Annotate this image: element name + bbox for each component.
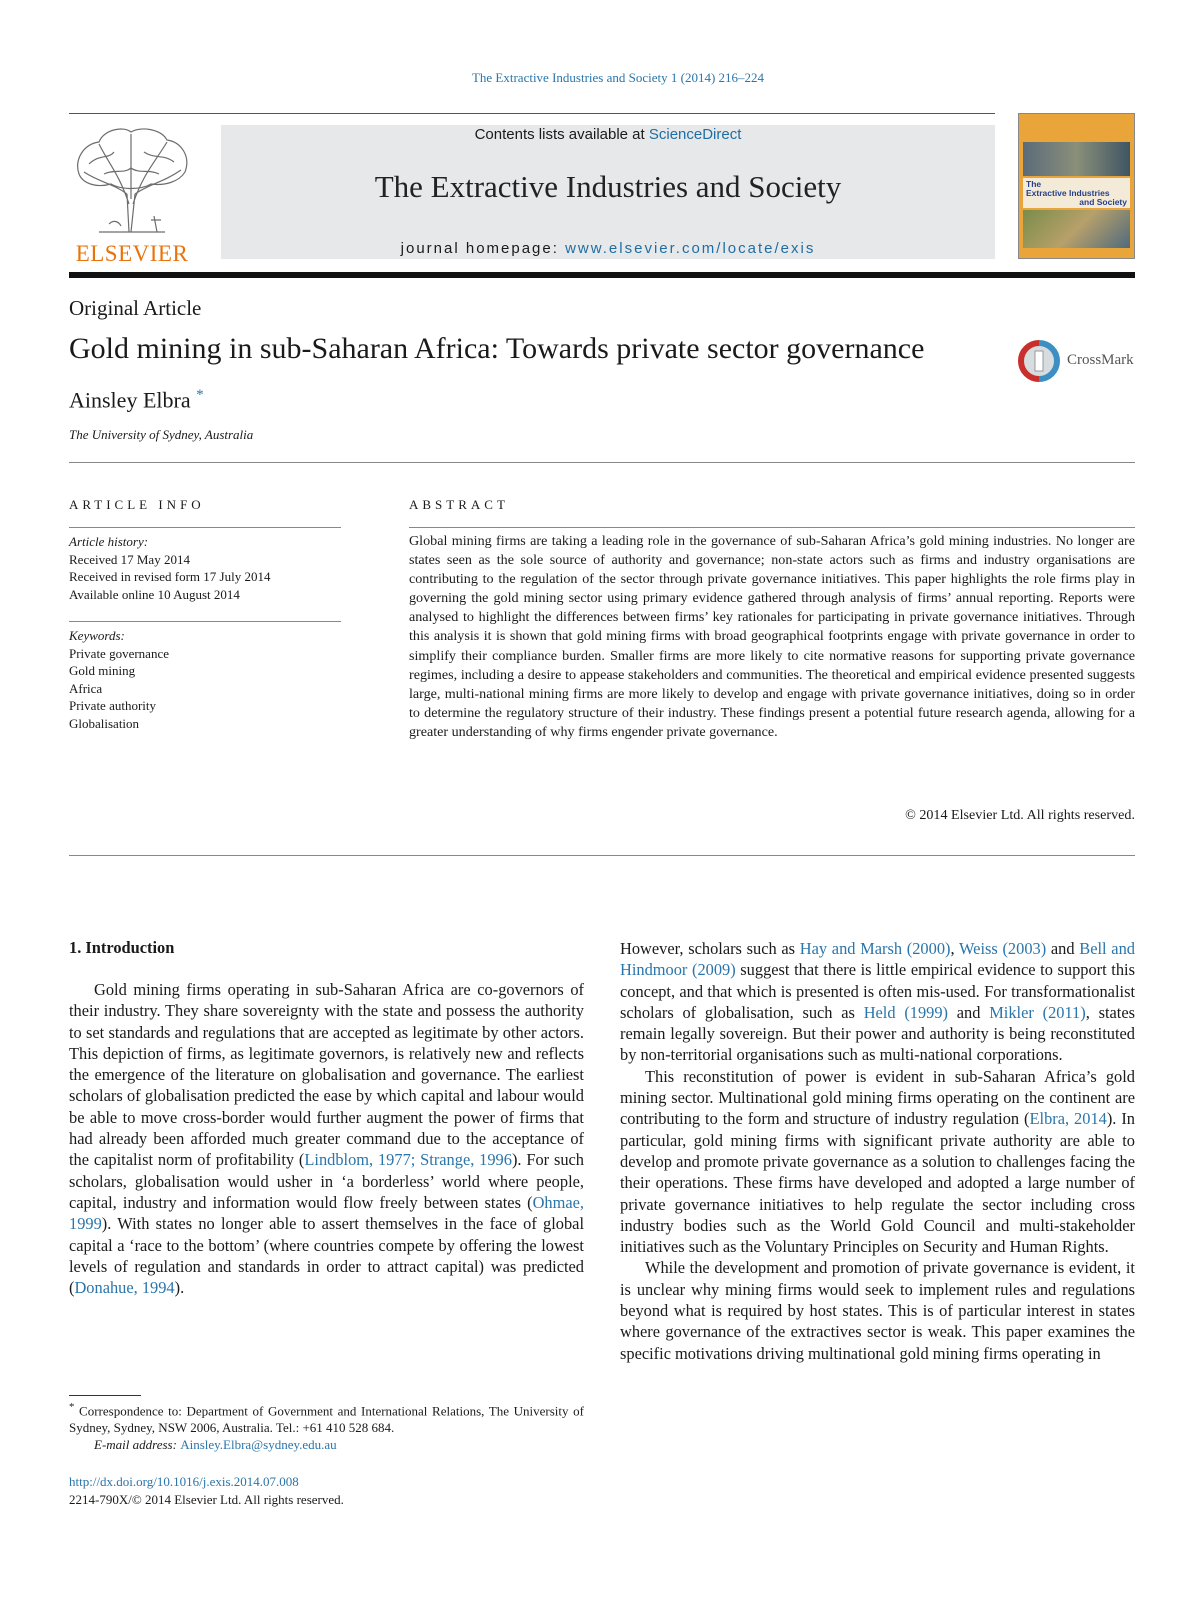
email-label: E-mail address:	[94, 1437, 181, 1453]
cover-photo-lower	[1023, 210, 1130, 248]
cover-title: The Extractive Industries and Society	[1023, 178, 1130, 208]
citation-link[interactable]: Elbra, 2014	[1029, 1109, 1107, 1129]
crossmark-label: CrossMark	[1067, 352, 1134, 368]
citation-link[interactable]: Mikler (2011)	[989, 1002, 1086, 1022]
keywords-label: Keywords:	[69, 628, 125, 643]
cover-photo-strip	[1023, 142, 1130, 176]
journal-homepage-link[interactable]: www.elsevier.com/locate/exis	[565, 240, 816, 257]
keyword-item: Globalisation	[69, 715, 140, 731]
abstract-heading: ABSTRACT	[409, 497, 509, 512]
correspondence-footnote: * Correspondence to: Department of Government and International Relations, The University of Sydney, Sydney, NSW 2006, Australia. Tel.: +61 410 528 684. E-mail address: Ainsley.Elbra@sydney.edu.au	[69, 1401, 584, 1453]
keyword-item: Africa	[69, 680, 103, 696]
article-info-rule	[69, 527, 341, 528]
body-paragraph: Gold mining firms operating in sub-Saharan Africa are co-governors of their industry. They share sovereignty with the state and possess the authority to set standards and regulations that are accepted as legitimate by other actors. This depiction of firms, as legitimate governors, is relatively new and reflects the emergence of the literature on globalisation and governance. The earliest scholars of globalisation predicted the ease by which capital and labour would be able to move cross-border would further augment the power of firms that had already been afforded much greater command due to the acceptance of the capitalist norm of profitability (Lindblom, 1977; Strange, 1996). For such scholars, globalisation would usher in ‘a borderless’ world where people, capital, industry and information would flow freely between states (Ohmae, 1999). With states no longer able to assert themselves in the face of global capital a ‘race to the bottom’ (where countries compete by offering the lowest levels of regulation and standards in order to attract capital) was predicted (Donahue, 1994).	[69, 980, 584, 1298]
doi-block	[69, 1473, 344, 1509]
author-footnote-marker[interactable]: *	[196, 387, 204, 403]
body-paragraph: While the development and promotion of private governance is evident, it is unclear why mining firms would seek to implement rules and regulations beyond what is required by host states. This is of particular interest in states where governance of the extractives sector is weak. This paper examines the specific motivations driving multinational gold mining firms operating in	[620, 1258, 1135, 1363]
body-paragraph: However, scholars such as Hay and Marsh (2000), Weiss (2003) and Bell and Hindmoor (2009) suggest that there is little empirical evidence to support this concept, and that which is presented is often mis-used. For transformationalist scholars of globalisation, such as Held (1999) and Mikler (2011), states remain legally sovereign. But their power and authority is being reconstituted by non-territorial organisations such as multi-national corporations.	[620, 939, 1135, 1065]
article-history	[69, 533, 341, 603]
citation-link[interactable]: Donahue, 1994	[74, 1278, 175, 1298]
keyword-item: Gold mining	[69, 663, 136, 678]
keyword-item: Private governance	[69, 645, 169, 661]
head-rule	[69, 462, 1135, 463]
citation-link[interactable]: Weiss (2003)	[959, 939, 1047, 958]
author-affiliation: The University of Sydney, Australia	[69, 427, 254, 442]
header-rule	[69, 113, 995, 114]
history-item: Received 17 May 2014	[69, 551, 190, 567]
email-link[interactable]: Ainsley.Elbra@sydney.edu.au	[180, 1437, 337, 1453]
issn-line: 2214-790X/© 2014 Elsevier Ltd. All rights reserved.	[69, 1492, 344, 1507]
journal-cover-thumbnail[interactable]	[1018, 113, 1135, 259]
citation-link[interactable]: Bell and Hindmoor (2009)	[620, 939, 1135, 980]
section-heading-introduction: 1. Introduction	[69, 938, 175, 957]
contents-prefix: Contents lists available at	[474, 126, 649, 143]
article-type: Original Article	[69, 296, 202, 320]
publisher-wordmark: ELSEVIER	[75, 241, 189, 266]
author-name: Ainsley Elbra *	[69, 387, 204, 413]
tree-emblem-icon	[69, 124, 195, 236]
crossmark-icon	[1017, 339, 1061, 383]
body-column-right	[620, 938, 1135, 1364]
body-paragraph: This reconstitution of power is evident in sub-Saharan Africa’s gold mining sector. Multinational gold mining firms operating on the continent are contributing to the form and structure of industry regulation (Elbra, 2014). In particular, gold mining firms with significant private authority are able to develop and promote private governance as a solution to challenges facing the their operations. These firms have developed and adopted a large number of private governance initiatives to help regulate the sector including cross industry bodies such as the World Gold Council and multi-stakeholder initiatives such as the Voluntary Principles on Security and Human Rights.	[620, 1066, 1135, 1257]
history-item: Available online 10 August 2014	[69, 586, 240, 602]
abstract-copyright: © 2014 Elsevier Ltd. All rights reserved.	[905, 807, 1135, 823]
journal-reference-link[interactable]: The Extractive Industries and Society 1 (2014) 216–224	[471, 70, 765, 85]
crossmark-badge[interactable]	[1017, 339, 1135, 383]
elsevier-logo[interactable]	[69, 124, 195, 264]
doi-link[interactable]: http://dx.doi.org/10.1016/j.exis.2014.07.008	[69, 1474, 299, 1489]
citation-link[interactable]: Held (1999)	[863, 1002, 949, 1022]
keywords-rule	[69, 621, 341, 622]
abstract-text: Global mining firms are taking a leading role in the governance of sub-Saharan Africa’s gold mining industries. No longer are states seen as the sole source of authority and governance; non-state actors such as firms and industry organisations are contributing to the regulation of the sector through private governance initiatives. This paper highlights the role firms play in governing the gold mining sector using primary evidence gathered through analysis of firms’ annual reporting. Reports were analysed to highlight the differences between firms’ key rationales for participating in private governance initiatives. Through this analysis it is shown that gold mining firms with broad geographical footprints engage with private governance in order to simplify their compliance burden. Smaller firms are more likely to cite normative reasons for supporting private governance regimes, including a desire to appease stakeholders and communities. The theoretical and empirical evidence presented suggests large, multi-national mining firms are more likely to develop and engage with private governance initiatives, doing so in order to determine the regulatory structure of their industry. These findings present a potential future research agenda, allowing for a greater understanding of why firms engender private governance.	[409, 533, 1135, 740]
abstract-end-rule	[69, 855, 1135, 856]
article-title: Gold mining in sub-Saharan Africa: Towards private sector governance	[69, 332, 925, 365]
article-info-heading: ARTICLE INFO	[69, 497, 205, 512]
citation-link[interactable]: Hay and Marsh (2000)	[799, 939, 951, 958]
footnote-rule	[69, 1395, 141, 1396]
journal-homepage-line	[221, 240, 995, 257]
citation-link[interactable]: Ohmae, 1999	[69, 1192, 584, 1234]
history-item: Received in revised form 17 July 2014	[69, 569, 271, 584]
history-label: Article history:	[69, 534, 149, 549]
body-column-left	[69, 979, 584, 1298]
footnote-marker: *	[69, 1401, 75, 1413]
journal-title: The Extractive Industries and Society	[374, 169, 842, 204]
keyword-item: Private authority	[69, 698, 157, 713]
keywords-list	[69, 627, 341, 732]
homepage-prefix: journal homepage:	[400, 240, 566, 257]
sciencedirect-link[interactable]: ScienceDirect	[648, 126, 742, 143]
header-thick-rule	[69, 272, 1135, 278]
abstract-rule	[409, 527, 1135, 528]
citation-link[interactable]: Lindblom, 1977; Strange, 1996	[304, 1150, 512, 1170]
contents-line	[221, 126, 995, 143]
